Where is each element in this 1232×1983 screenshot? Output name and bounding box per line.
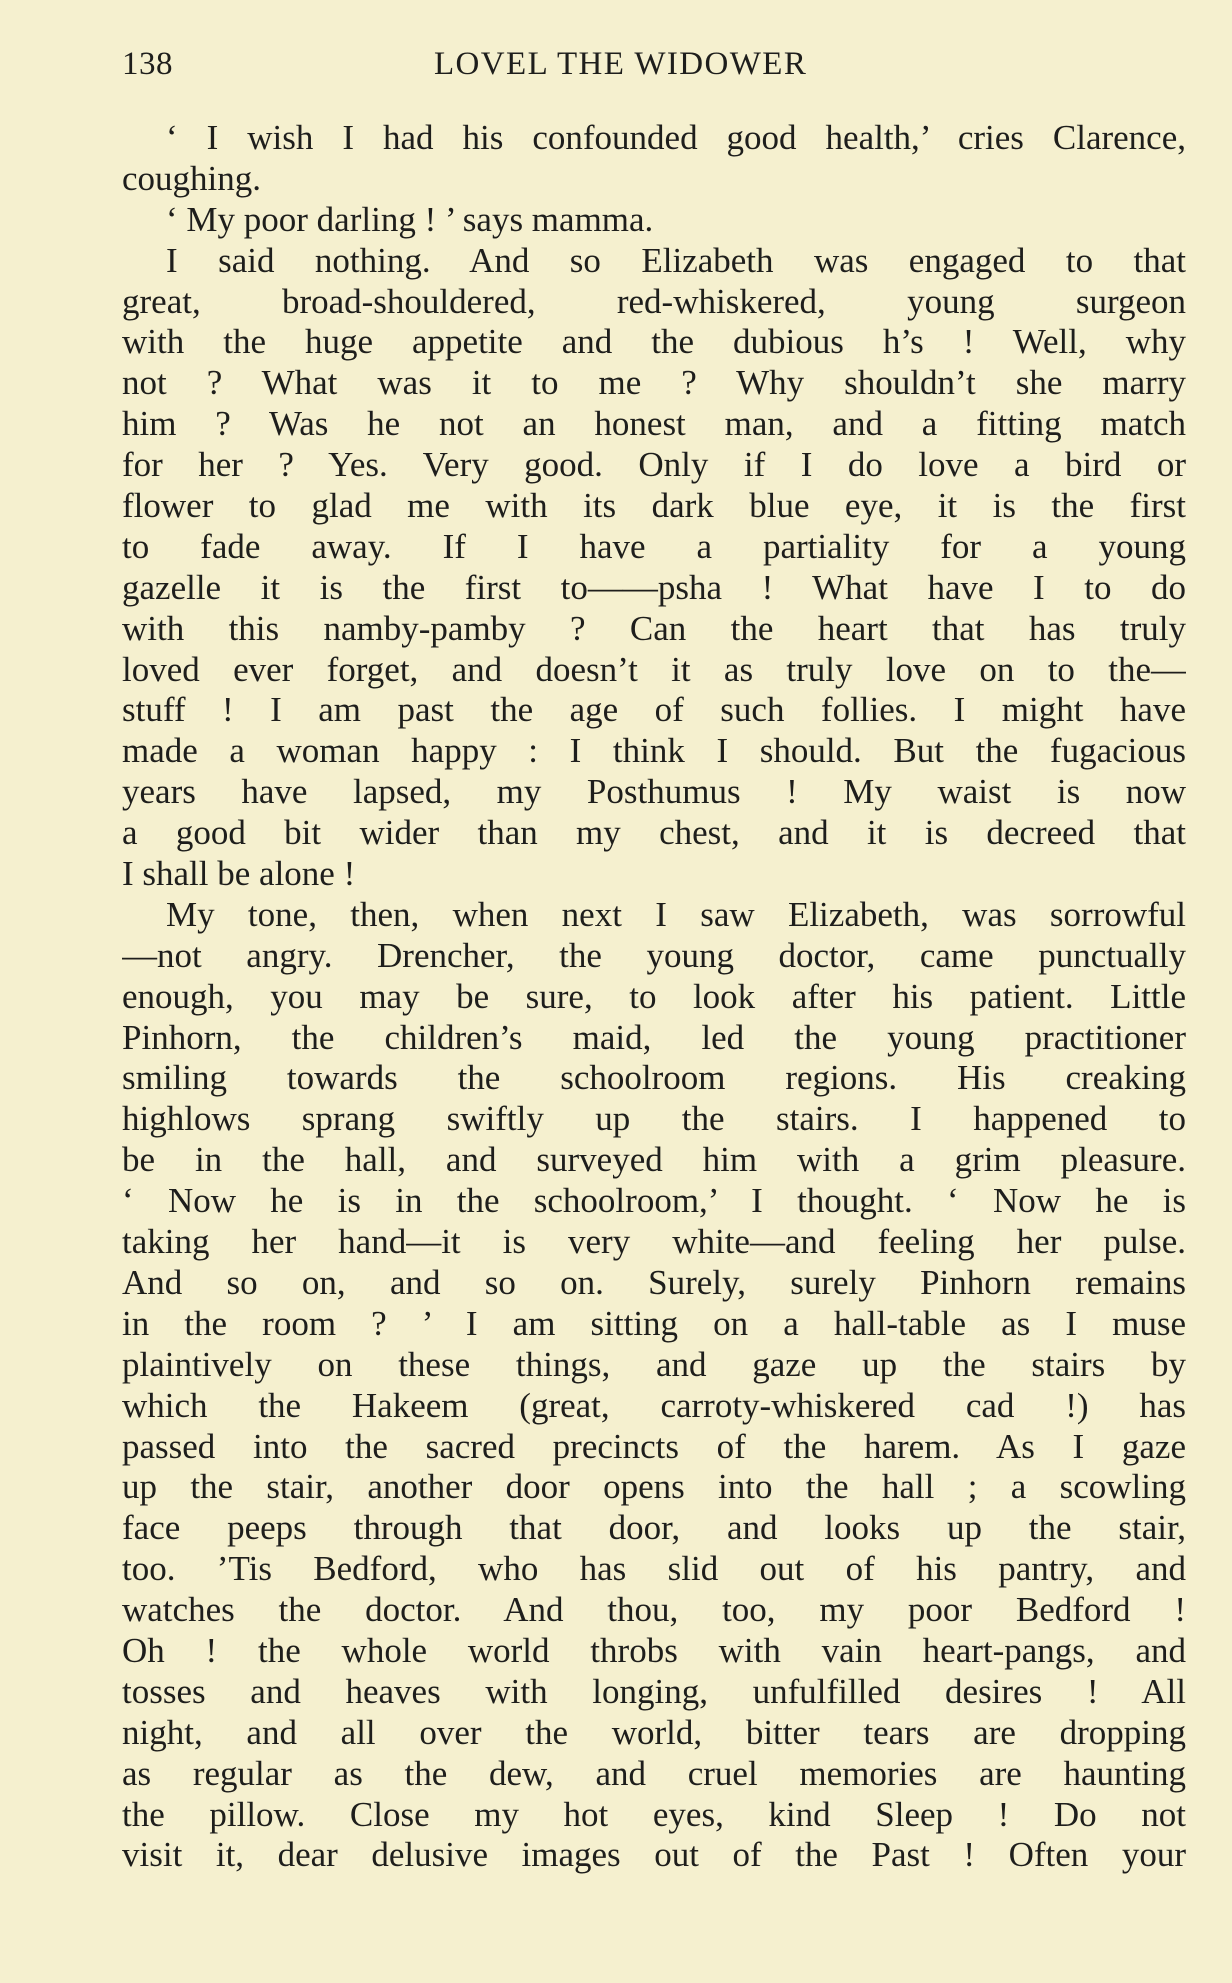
text-line: enough, you may be sure, to look after his patient. Little	[122, 976, 1186, 1016]
text-line: coughing.	[122, 158, 262, 198]
text-line: My tone, then, when next I saw Elizabeth, was sorrowful	[166, 894, 1186, 934]
text-line: stuff ! I am past the age of such follies. I might have	[122, 690, 1186, 730]
running-head	[122, 46, 1186, 90]
text-line: to fade away. If I have a partiality for a young	[122, 526, 1186, 566]
text-line: highlows sprang swiftly up the stairs. I happened to	[122, 1099, 1186, 1139]
text-line: be in the hall, and surveyed him with a grim pleasure.	[122, 1140, 1186, 1180]
text-line: ‘ Now he is in the schoolroom,’ I thought. ‘ Now he is	[122, 1181, 1186, 1221]
text-line: loved ever forget, and doesn’t it as truly love on to the—	[122, 649, 1186, 689]
text-line: the pillow. Close my hot eyes, kind Sleep ! Do not	[122, 1794, 1186, 1834]
text-line: ‘ I wish I had his confounded good health,’ cries Clarence,	[166, 118, 1186, 157]
text-line: face peeps through that door, and looks up the stair,	[122, 1508, 1186, 1548]
text-line: which the Hakeem (great, carroty-whiskered cad !) has	[122, 1385, 1186, 1425]
text-line: —not angry. Drencher, the young doctor, came punctually	[122, 935, 1186, 975]
text-line: gazelle it is the first to——psha ! What have I to do	[122, 567, 1186, 607]
text-line: for her ? Yes. Very good. Only if I do love a bird or	[122, 445, 1186, 485]
text-line: up the stair, another door opens into the hall ; a scowling	[122, 1467, 1186, 1507]
text-line: watches the doctor. And thou, too, my poor Bedford !	[122, 1590, 1186, 1630]
text-line: too. ’Tis Bedford, who has slid out of his pantry, and	[122, 1549, 1186, 1589]
text-line: years have lapsed, my Posthumus ! My waist is now	[122, 772, 1186, 812]
text-line: I shall be alone !	[122, 854, 356, 894]
text-line: made a woman happy : I think I should. But the fugacious	[122, 731, 1186, 771]
text-line: I said nothing. And so Elizabeth was engaged to that	[166, 240, 1186, 280]
text-line: passed into the sacred precincts of the harem. As I gaze	[122, 1426, 1186, 1466]
text-line: smiling towards the schoolroom regions. His creaking	[122, 1058, 1186, 1098]
text-line: him ? Was he not an honest man, and a fitting match	[122, 404, 1186, 444]
text-line: not ? What was it to me ? Why shouldn’t she marry	[122, 363, 1186, 403]
text-line: flower to glad me with its dark blue eye, it is the first	[122, 486, 1186, 526]
page-number: 138	[122, 46, 173, 82]
body-text	[122, 118, 1186, 1876]
text-line: as regular as the dew, and cruel memories are haunting	[122, 1753, 1186, 1793]
text-line: in the room ? ’ I am sitting on a hall-table as I muse	[122, 1303, 1186, 1343]
text-line: night, and all over the world, bitter tears are dropping	[122, 1712, 1186, 1752]
text-line: great, broad-shouldered, red-whiskered, young surgeon	[122, 281, 1186, 321]
text-line: with this namby-pamby ? Can the heart that has truly	[122, 608, 1186, 648]
text-line: Pinhorn, the children’s maid, led the young practitioner	[122, 1017, 1186, 1057]
text-line: And so on, and so on. Surely, surely Pinhorn remains	[122, 1262, 1186, 1302]
running-title: LOVEL THE WIDOWER	[434, 46, 808, 82]
text-line: plaintively on these things, and gaze up the stairs by	[122, 1344, 1186, 1384]
text-line: taking her hand—it is very white—and feeling her pulse.	[122, 1222, 1186, 1262]
text-line: with the huge appetite and the dubious h’s ! Well, why	[122, 322, 1186, 362]
text-line: Oh ! the whole world throbs with vain heart-pangs, and	[122, 1630, 1186, 1670]
text-line: ‘ My poor darling ! ’ says mamma.	[166, 199, 654, 239]
text-line: visit it, dear delusive images out of the Past ! Often your	[122, 1835, 1186, 1875]
text-line: a good bit wider than my chest, and it is decreed that	[122, 813, 1186, 853]
text-line: tosses and heaves with longing, unfulfilled desires ! All	[122, 1671, 1186, 1711]
